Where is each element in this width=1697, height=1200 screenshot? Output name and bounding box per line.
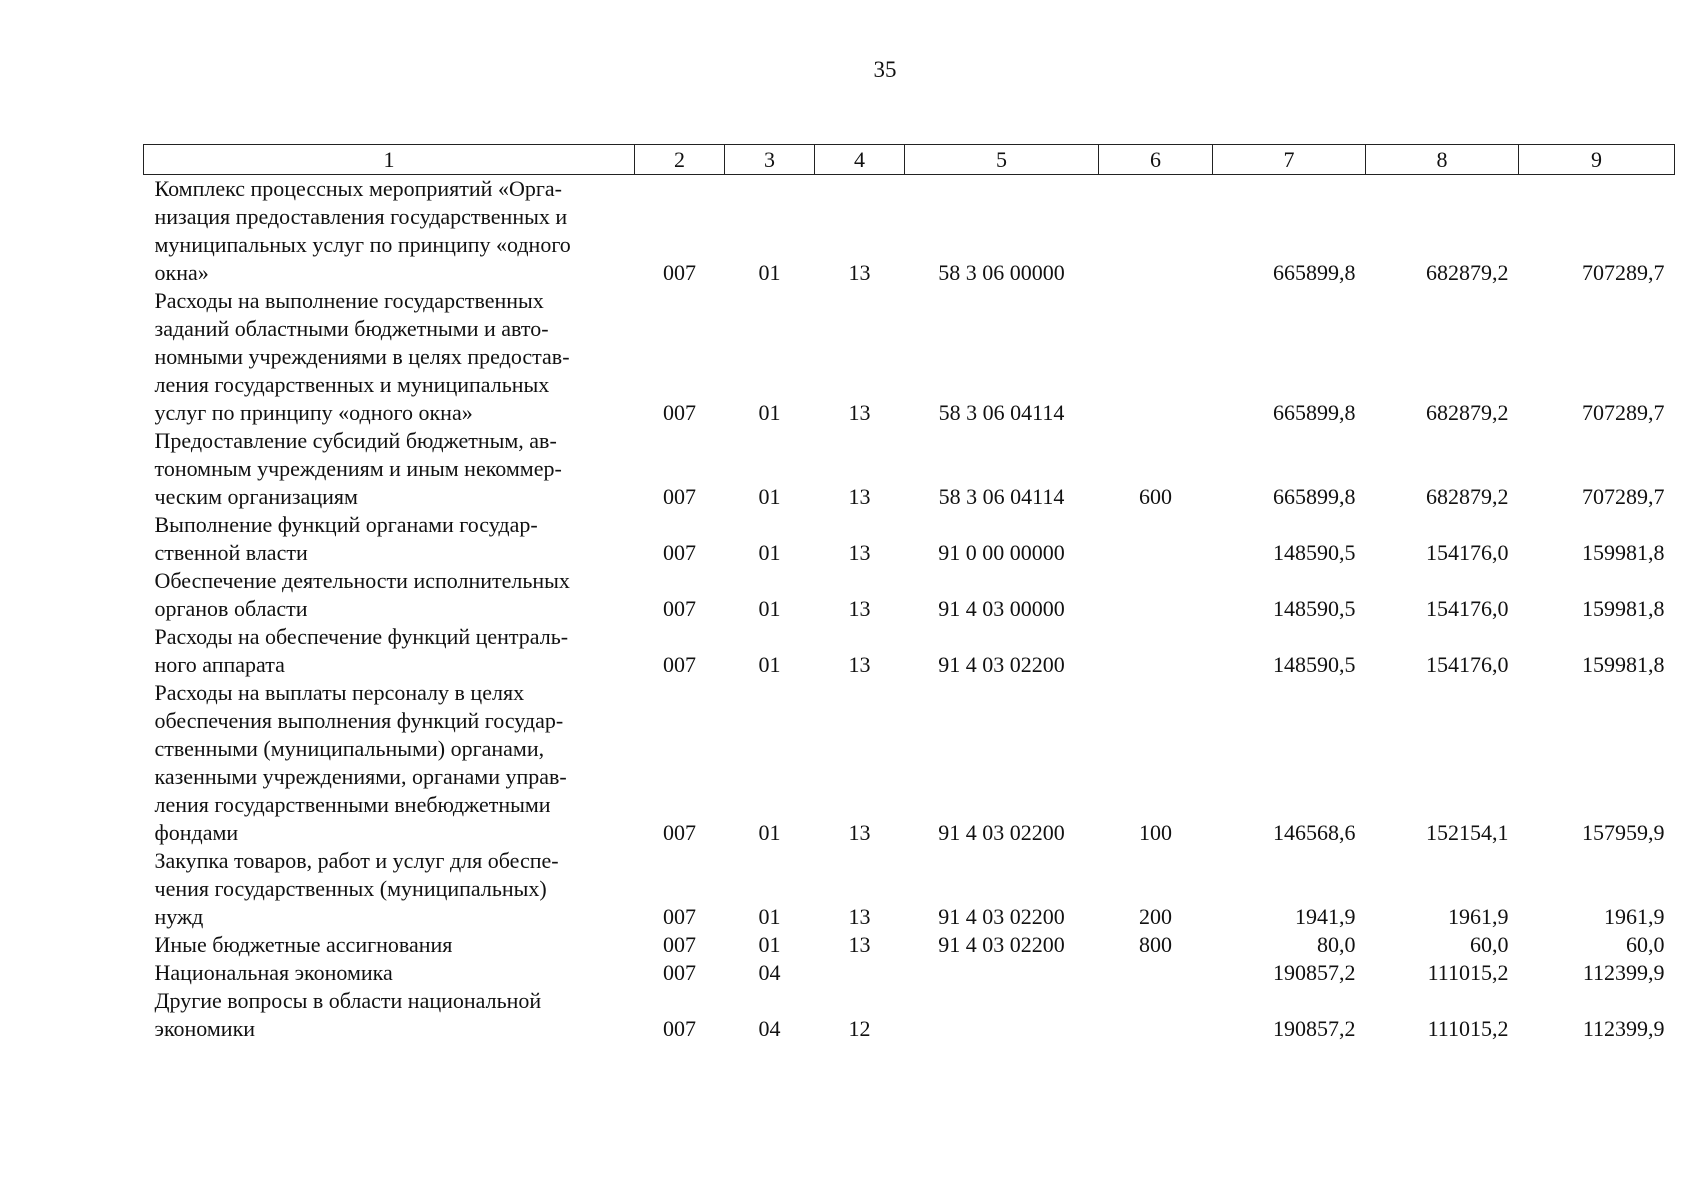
row-name: Закупка товаров, работ и услуг для обеспе- чения государственных (муниципальных) нужд	[154, 848, 559, 929]
cell-col-8: 111015,2	[1427, 960, 1509, 985]
row-name: Национальная экономика	[154, 960, 393, 985]
cell-col-7: 148590,5	[1273, 540, 1356, 565]
cell-col-9: 1961,9	[1604, 904, 1665, 929]
cell-col-5: 91 4 03 02200	[938, 932, 1065, 957]
cell-col-9: 159981,8	[1582, 540, 1665, 565]
cell-col-3: 01	[758, 820, 781, 845]
cell-col-3: 01	[758, 596, 781, 621]
budget-table	[143, 144, 1675, 1043]
cell-col-7: 1941,9	[1295, 904, 1356, 929]
row-name: Комплекс процессных мероприятий «Орга- низация предоставления государственных и муниципальных услуг по принципу «одного окна»	[154, 176, 571, 285]
cell-col-9: 707289,7	[1582, 260, 1665, 285]
cell-col-3: 04	[758, 960, 781, 985]
cell-col-3: 01	[758, 904, 781, 929]
cell-col-5	[905, 987, 1099, 1043]
cell-col-6: 800	[1139, 932, 1172, 957]
table-row	[144, 623, 1675, 679]
cell-col-9: 112399,9	[1582, 1016, 1665, 1041]
row-name: Расходы на обеспечение функций централь- ного аппарата	[154, 624, 569, 677]
table-row	[144, 427, 1675, 511]
header-col-4: 4	[815, 145, 905, 175]
cell-col-2: 007	[663, 596, 696, 621]
cell-col-6: 100	[1139, 820, 1172, 845]
row-name: Обеспечение деятельности исполнительных органов области	[154, 568, 570, 621]
header-col-2: 2	[635, 145, 725, 175]
header-col-5: 5	[905, 145, 1099, 175]
table-row	[144, 679, 1675, 847]
cell-col-4: 13	[848, 932, 871, 957]
table-row	[144, 175, 1675, 288]
cell-col-7: 665899,8	[1273, 260, 1356, 285]
cell-col-6	[1099, 175, 1213, 288]
cell-col-2: 007	[663, 540, 696, 565]
cell-col-7: 665899,8	[1273, 484, 1356, 509]
cell-col-2: 007	[663, 904, 696, 929]
cell-col-7: 148590,5	[1273, 596, 1356, 621]
header-col-8: 8	[1366, 145, 1519, 175]
cell-col-3: 01	[758, 540, 781, 565]
cell-col-7: 80,0	[1317, 932, 1356, 957]
cell-col-5: 58 3 06 00000	[938, 260, 1065, 285]
table-row	[144, 567, 1675, 623]
cell-col-9: 159981,8	[1582, 596, 1665, 621]
cell-col-4: 13	[848, 484, 871, 509]
cell-col-6	[1099, 511, 1213, 567]
cell-col-8: 60,0	[1470, 932, 1509, 957]
header-col-3: 3	[725, 145, 815, 175]
cell-col-5: 91 4 03 00000	[938, 596, 1065, 621]
cell-col-9: 157959,9	[1582, 820, 1665, 845]
row-name: Иные бюджетные ассигнования	[154, 932, 453, 957]
row-name: Другие вопросы в области национальной экономики	[154, 988, 542, 1041]
cell-col-2: 007	[663, 820, 696, 845]
cell-col-4: 13	[848, 820, 871, 845]
cell-col-7: 190857,2	[1273, 960, 1356, 985]
cell-col-2: 007	[663, 932, 696, 957]
cell-col-8: 682879,2	[1426, 260, 1509, 285]
cell-col-5: 91 0 00 00000	[938, 540, 1065, 565]
cell-col-5: 91 4 03 02200	[938, 820, 1065, 845]
cell-col-5	[905, 959, 1099, 987]
cell-col-5: 58 3 06 04114	[938, 400, 1065, 425]
row-name: Предоставление субсидий бюджетным, ав- тономным учреждениям и иным некоммер- ческим организациям	[154, 428, 562, 509]
cell-col-4: 13	[848, 652, 871, 677]
cell-col-5: 91 4 03 02200	[938, 904, 1065, 929]
header-row	[144, 145, 1675, 175]
cell-col-3: 01	[758, 260, 781, 285]
cell-col-6	[1099, 287, 1213, 427]
cell-col-5: 58 3 06 04114	[938, 484, 1065, 509]
header-col-9: 9	[1519, 145, 1675, 175]
table-header	[144, 145, 1675, 175]
cell-col-8: 154176,0	[1426, 540, 1509, 565]
cell-col-7: 190857,2	[1273, 1016, 1356, 1041]
cell-col-4: 13	[848, 260, 871, 285]
cell-col-4: 13	[848, 904, 871, 929]
cell-col-9: 60,0	[1626, 932, 1665, 957]
cell-col-3: 01	[758, 484, 781, 509]
table-row	[144, 931, 1675, 959]
cell-col-7: 665899,8	[1273, 400, 1356, 425]
page-number: 35	[873, 57, 897, 82]
table-row	[144, 847, 1675, 931]
table-row	[144, 987, 1675, 1043]
header-col-7: 7	[1213, 145, 1366, 175]
cell-col-3: 01	[758, 400, 781, 425]
cell-col-8: 154176,0	[1426, 596, 1509, 621]
row-name: Расходы на выплаты персоналу в целях обеспечения выполнения функций государ- ственными (муниципальными) органами, казенными учреждениями, органами управ- ления государственными внебюджетными фондами	[154, 680, 567, 845]
cell-col-8: 682879,2	[1426, 400, 1509, 425]
cell-col-2: 007	[663, 400, 696, 425]
cell-col-9: 707289,7	[1582, 400, 1665, 425]
cell-col-6	[1099, 959, 1213, 987]
cell-col-7: 146568,6	[1273, 820, 1356, 845]
cell-col-5: 91 4 03 02200	[938, 652, 1065, 677]
cell-col-4: 12	[848, 1016, 871, 1041]
cell-col-4: 13	[848, 540, 871, 565]
cell-col-6: 200	[1139, 904, 1172, 929]
cell-col-9: 159981,8	[1582, 652, 1665, 677]
cell-col-3: 01	[758, 652, 781, 677]
cell-col-3: 04	[758, 1016, 781, 1041]
cell-col-9: 707289,7	[1582, 484, 1665, 509]
cell-col-4: 13	[848, 596, 871, 621]
cell-col-2: 007	[663, 260, 696, 285]
cell-col-8: 1961,9	[1448, 904, 1509, 929]
table-row	[144, 511, 1675, 567]
cell-col-2: 007	[663, 1016, 696, 1041]
cell-col-8: 111015,2	[1427, 1016, 1509, 1041]
row-name: Расходы на выполнение государственных заданий областными бюджетными и авто- номными учреждениями в целях предостав- ления государственных и муниципальных услуг по принципу «одного окна»	[154, 288, 570, 425]
cell-col-6	[1099, 623, 1213, 679]
cell-col-4	[815, 959, 905, 987]
cell-col-2: 007	[663, 652, 696, 677]
header-col-1: 1	[144, 145, 635, 175]
cell-col-6	[1099, 567, 1213, 623]
table-row	[144, 959, 1675, 987]
row-name: Выполнение функций органами государ- ственной власти	[154, 512, 538, 565]
cell-col-9: 112399,9	[1582, 960, 1665, 985]
cell-col-4: 13	[848, 400, 871, 425]
cell-col-2: 007	[663, 484, 696, 509]
cell-col-8: 682879,2	[1426, 484, 1509, 509]
cell-col-3: 01	[758, 932, 781, 957]
table-row	[144, 287, 1675, 427]
cell-col-6: 600	[1139, 484, 1172, 509]
cell-col-6	[1099, 987, 1213, 1043]
header-col-6: 6	[1099, 145, 1213, 175]
table-body	[144, 175, 1675, 1044]
cell-col-2: 007	[663, 960, 696, 985]
cell-col-7: 148590,5	[1273, 652, 1356, 677]
cell-col-8: 152154,1	[1426, 820, 1509, 845]
cell-col-8: 154176,0	[1426, 652, 1509, 677]
